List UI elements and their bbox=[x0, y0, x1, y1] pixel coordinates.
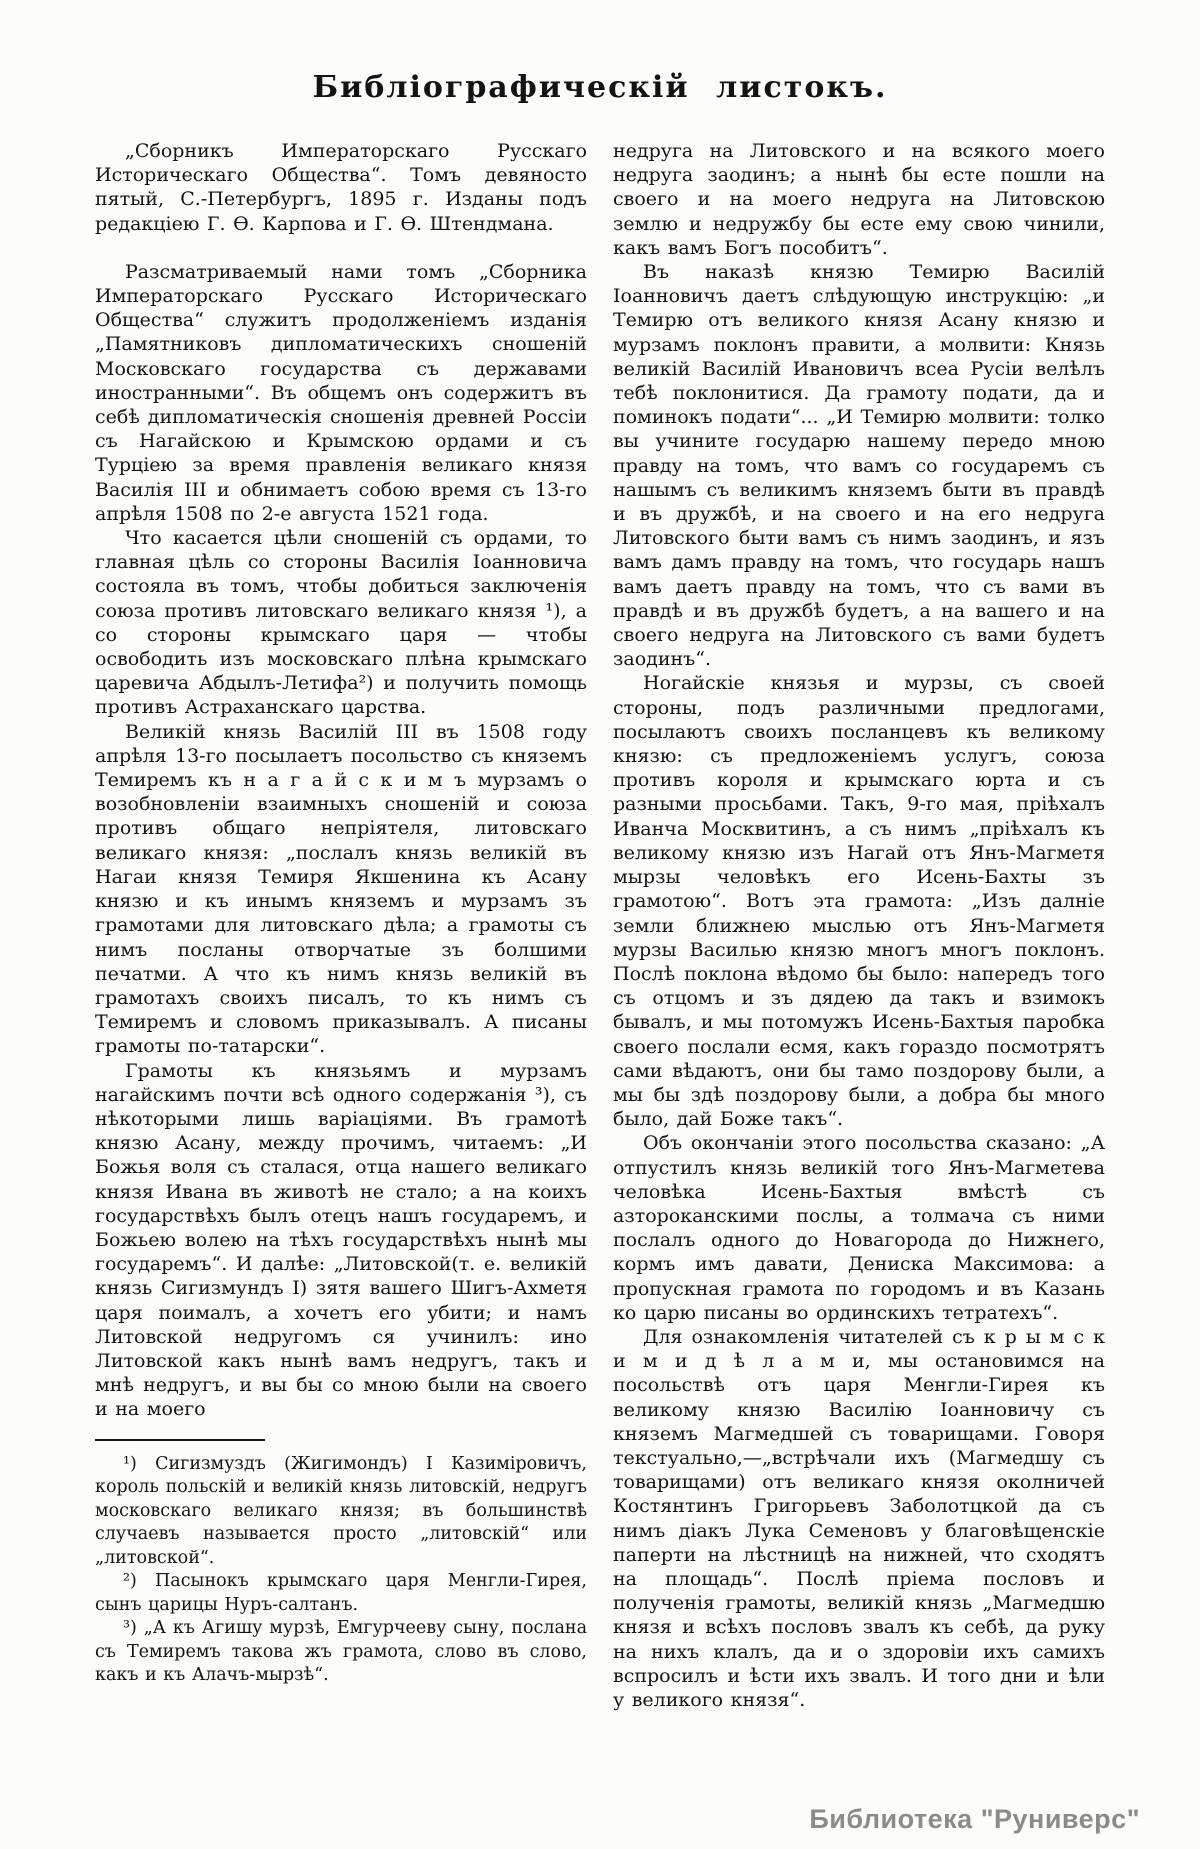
footnote: ²) Пасынокъ крымскаго царя Менгли-Гирея, сынъ царицы Нуръ-салтанъ. bbox=[95, 1571, 587, 1615]
paragraph: Разсматриваемый нами томъ „Сборника Императорскаго Русскаго Историческаго Общества“ служитъ продолженіемъ изданія „Памятниковъ дипломатическихъ сношеній Московскаго государства съ державами иностранными“. Въ общемъ онъ содержитъ въ себѣ дипломатическія сношенія древней Россіи съ Нагайскою и Крымскою ордами и съ Турціею за время правленія великаго князя Василія III и обнимаетъ собою время съ 13-го апрѣля 1508 по 2-е августа 1521 года. bbox=[95, 260, 587, 525]
left-column bbox=[95, 139, 587, 1688]
paragraph: Для ознакомленія читателей съ к р ы м с к и м и д ѣ л а м и, мы остановимся на посольствѣ отъ царя Менгли-Гирея къ великому князю Василію Іоанновичу съ княземъ Магмедшей съ товарищами. Говоря текстуально,—„встрѣчали ихъ (Магмедшу съ товарищами) отъ великаго князя околничей Костянтинъ Григорьевъ Заболотцкой да съ нимъ діакъ Лука Семеновъ у благовѣщенскіе паперти на лѣстницѣ на нижней, что сходятъ на площадь“. Послѣ пріема пословъ и полученія грамоты, великій князь „Магмедшю князя и всѣхъ пословъ звалъ къ себѣ, да руку на нихъ клалъ, да и о здоровіи ихъ самихъ вспросилъ и ѣсти ихъ звалъ. И того дни и ѣли у великого князя“. bbox=[613, 1325, 1105, 1711]
right-column bbox=[613, 139, 1105, 1712]
paragraph: Въ наказѣ князю Темирю Василій Іоанновичъ даетъ слѣдующую инструкцію: „и Темирю отъ великого князя Асану князю и мурзамъ поклонъ правити, а молвити: Князь великій Василій Ивановичъ всеа Русіи велѣлъ тебѣ поклонитися. Да грамоту подати, да и поминокъ подати“... „И Темирю молвити: толко вы учините государю нашему передо мною правду на томъ, что вамъ со государемъ съ нашымъ съ великимъ княземъ быти въ правдѣ и въ дружбѣ, и на своего и на его недруга Литовского быти вамъ съ нимъ заодинъ, и язъ вамъ дамъ правду на томъ, что государь нашъ вамъ даетъ правду на томъ, что съ вами въ правдѣ и въ дружбѣ будетъ, а на вашего и на своего недруга на Литовского съ вами будетъ заодинъ“. bbox=[613, 261, 1105, 671]
paragraph: Ногайскіе князья и мурзы, съ своей стороны, подъ различными предлогами, посылаютъ своихъ посланцевъ къ великому князю: съ предложеніемъ услугъ, союза противъ короля и крымскаго юрта и съ разными просьбами. Такъ, 9-го мая, пріѣхалъ Иванча Москвитинъ, а съ нимъ „пріѣхалъ къ великому князю изъ Нагай отъ Янъ-Магметя мырзы человѣкъ его Исень-Бахты зъ грамотою“. Вотъ эта грамота: „Изъ далніе земли ближнею мыслью отъ Янъ-Магметя мурзы Василью князю многъ многъ поклонъ. Послѣ поклона вѣдомо бы было: напередъ того съ отцомъ и зъ дядею да такъ и взимокъ бывалъ, и мы потомужъ Исень-Бахтыя паробка своего послали есмя, какъ гораздо посмотрятъ сами вѣдаютъ, они бы тамо поздорову были, а мы бы здѣ поздорову были, а добра бы много было, дай Боже такъ“. bbox=[613, 672, 1105, 1131]
paragraph: Что касается цѣли сношеній съ ордами, то главная цѣль со стороны Василія Іоанновича состояла въ томъ, чтобы добиться заключенія союза противъ литовскаго великаго князя ¹), а со стороны крымскаго царя — чтобы освободить изъ московскаго плѣна крымскаго царевича Абдылъ-Летифа²) и получить помощь противъ Астраханскаго царства. bbox=[95, 527, 587, 719]
two-column-text-area bbox=[0, 105, 1200, 1712]
paragraph: Великій князь Василій III въ 1508 году апрѣля 13-го посылаетъ посольство съ княземъ Темиремъ къ н а г а й с к и м ъ мурзамъ о возобновленіи взаимныхъ сношеній и союза противъ общаго непріятеля, литовскаго великаго князя: „послалъ князь великій въ Нагаи князя Темиря Якшенина къ Асану князю и къ инымъ княземъ и мурзамъ зъ грамотами для литовскаго дѣла; а грамоты съ нимъ посланы отворчатые зъ болшими печатми. А что къ нимъ князь великій въ грамотахъ своихъ писалъ, то къ нимъ съ Темиремъ и словомъ приказывалъ. А писаны грамоты по-татарски“. bbox=[95, 720, 587, 1058]
footnote: ³) „А къ Агишу мурзѣ, Емгурчееву сыну, послана съ Темиремъ такова жъ грамота, слово въ слово, какъ и къ Алачъ-мырзѣ“. bbox=[95, 1618, 587, 1686]
paragraph: недруга на Литовского и на всякого моего недруга заодинъ; а нынѣ бы есте пошли на своего и на моего недруга на Литовскою землю и недружбу бы есте ему свою чинили, какъ вамъ Богъ пособитъ“. bbox=[613, 140, 1105, 259]
footnote: ¹) Сигизмуздъ (Жигимондъ) I Казиміровичъ, король польскій и великій князь литовскій, недругъ московскаго великаго князя; въ большинствѣ случаевъ называется просто „литовскій“ или „литовской“. bbox=[95, 1453, 587, 1568]
library-watermark: Библиотека "Руниверс" bbox=[809, 1804, 1140, 1834]
footnote-divider bbox=[95, 1439, 265, 1441]
paragraph: „Сборникъ Императорскаго Русскаго Историческаго Общества“. Томъ девяносто пятый, С.-Петербургъ, 1895 г. Изданы подъ редакціею Г. Ѳ. Карпова и Г. Ѳ. Штендмана. bbox=[95, 140, 587, 235]
page-title: Библіографическій листокъ. bbox=[312, 70, 888, 105]
paragraph: Объ окончаніи этого посольства сказано: „А отпустилъ князь великій того Янъ-Магметева человѣка Исень-Бахтыя вмѣстѣ съ азтороканскими послы, а толмача съ ними послалъ одного до Новагорода до Нижнего, кормъ имъ давати, Дениска Максимова: а пропускная грамота по городомъ и въ Казань ко царю писаны во ординскихъ тетратехъ“. bbox=[613, 1132, 1105, 1324]
paragraph: Грамоты къ князьямъ и мурзамъ нагайскимъ почти всѣ одного содержанія ³), съ нѣкоторыми лишь варіаціями. Въ грамотѣ князю Асану, между прочимъ, читаемъ: „И Божья воля съ сталася, отца нашего великаго князя Ивана въ животѣ не стало; а на коихъ государствѣхъ былъ отецъ нашъ государемъ, и Божьею волею на тѣхъ государствѣхъ нынѣ мы государемъ“. И далѣе: „Литовской(т. е. великій князь Сигизмундъ I) зятя вашего Шигъ-Ахметя царя поималъ, а хочетъ его убити; и намъ Литовской недругомъ ся учинилъ: ино Литовской какъ нынѣ вамъ недругъ, такъ и мнѣ недругъ, и вы бы со мною были на своего и на моего bbox=[95, 1059, 587, 1421]
